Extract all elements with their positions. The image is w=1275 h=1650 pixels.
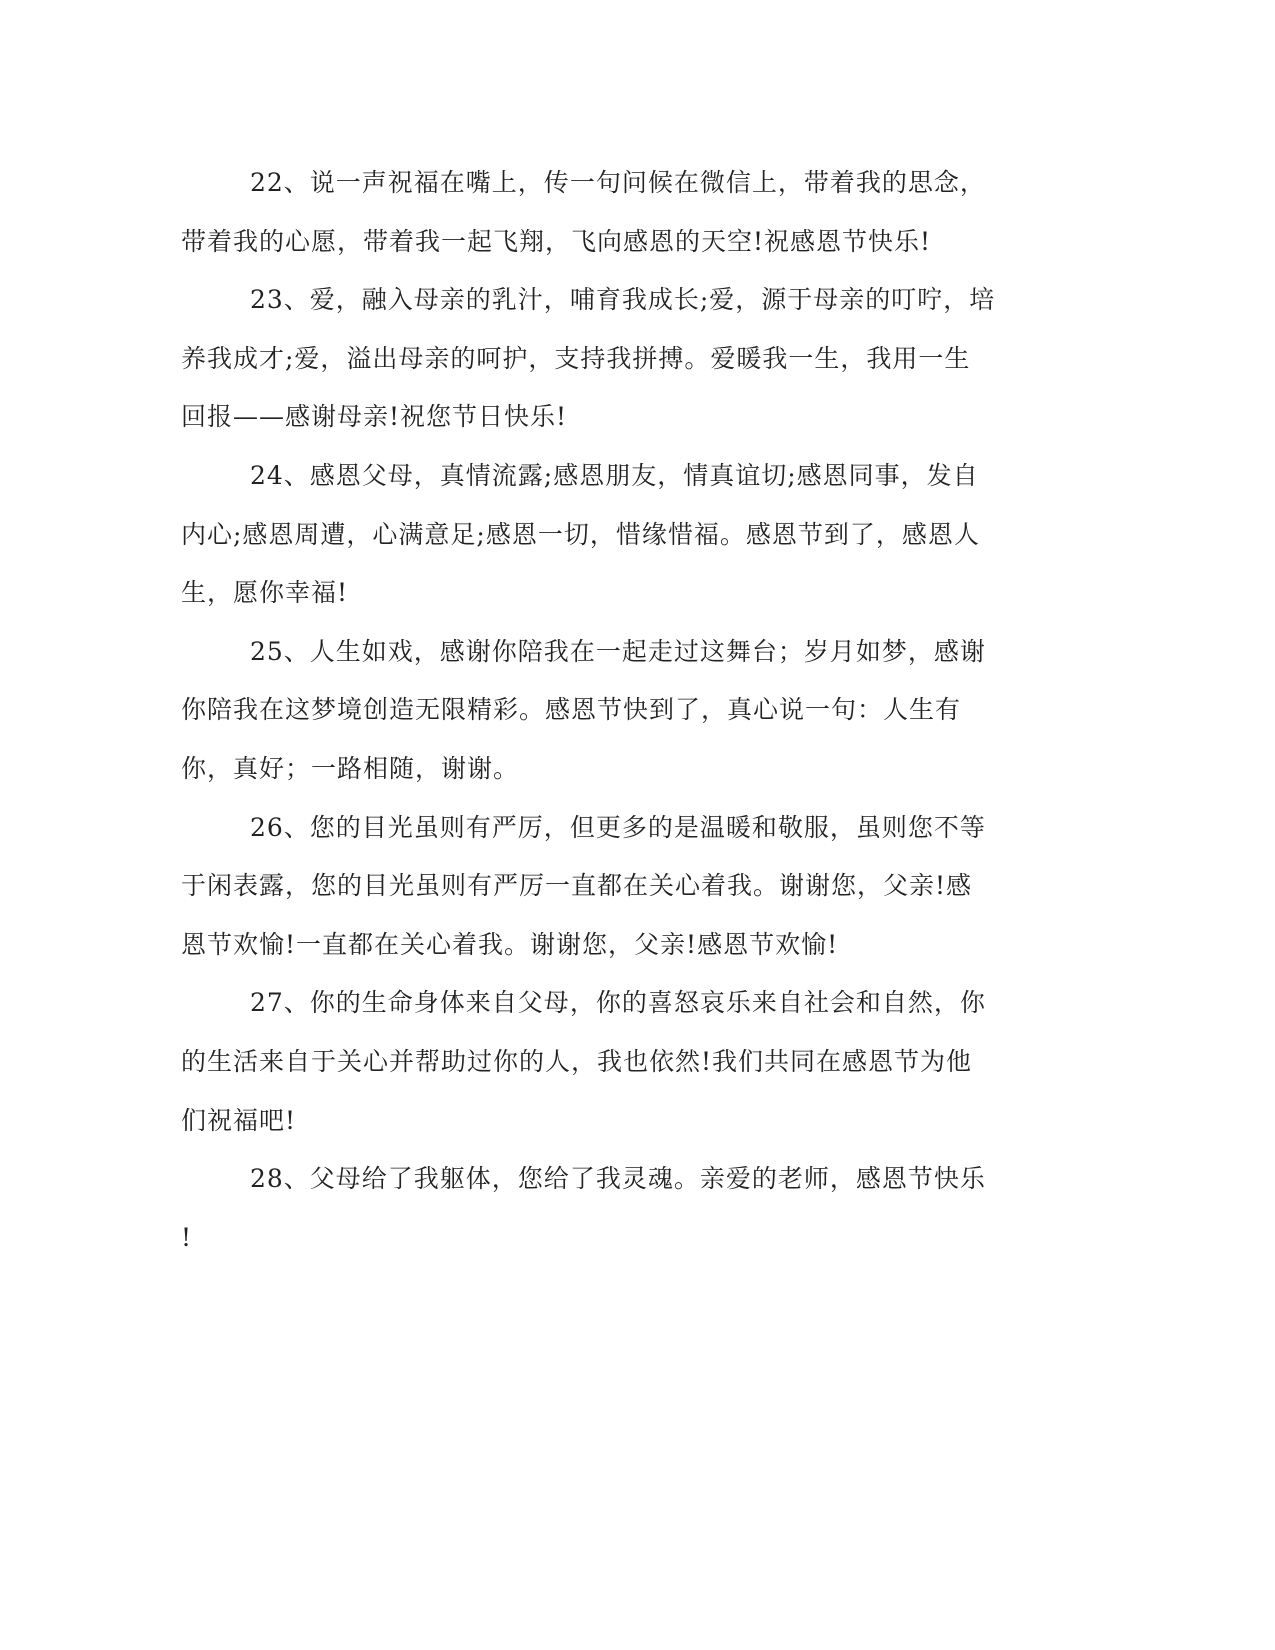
document-page	[181, 163, 1041, 1276]
paragraph	[181, 1159, 1041, 1276]
text-line: 23、爱，融入母亲的乳汁，哺育我成长;爱，源于母亲的叮咛，培	[250, 285, 996, 315]
text-line: !	[181, 1222, 193, 1252]
text-line: 26、您的目光虽则有严厉，但更多的是温暖和敬服，虽则您不等	[250, 812, 986, 842]
text-line: 回报——感谢母亲!祝您节日快乐!	[181, 402, 568, 432]
text-line: 们祝福吧!	[181, 1105, 297, 1135]
text-line: 内心;感恩周遭，心满意足;感恩一切，惜缘惜福。感恩节到了，感恩人	[181, 519, 980, 549]
paragraph	[181, 632, 1041, 808]
text-line: 你陪我在这梦境创造无限精彩。感恩节快到了，真心说一句：人生有	[181, 695, 962, 725]
text-line: 于闲表露，您的目光虽则有严厉一直都在关心着我。谢谢您，父亲!感	[181, 871, 973, 901]
text-line: 你，真好；一路相随，谢谢。	[181, 753, 520, 783]
text-line: 22、说一声祝福在嘴上，传一句问候在微信上，带着我的思念，	[250, 168, 986, 197]
paragraph	[181, 456, 1041, 632]
paragraph	[181, 163, 1041, 280]
text-line: 25、人生如戏，感谢你陪我在一起走过这舞台；岁月如梦，感谢	[250, 636, 986, 666]
text-line: 27、你的生命身体来自父母，你的喜怒哀乐来自社会和自然，你	[250, 988, 986, 1018]
text-line: 生，愿你幸福!	[181, 578, 349, 608]
paragraph	[181, 983, 1041, 1159]
text-line: 恩节欢愉!一直都在关心着我。谢谢您，父亲!感恩节欢愉!	[181, 929, 839, 959]
text-line: 28、父母给了我躯体，您给了我灵魂。亲爱的老师，感恩节快乐	[250, 1164, 986, 1194]
text-line: 带着我的心愿，带着我一起飞翔，飞向感恩的天空!祝感恩节快乐!	[181, 226, 932, 256]
paragraph	[181, 280, 1041, 456]
text-line: 24、感恩父母，真情流露;感恩朋友，情真谊切;感恩同事，发自	[250, 460, 979, 490]
text-line: 养我成才;爱，溢出母亲的呵护，支持我拼搏。爱暖我一生，我用一生	[181, 343, 971, 373]
paragraph	[181, 808, 1041, 984]
text-line: 的生活来自于关心并帮助过你的人，我也依然!我们共同在感恩节为他	[181, 1046, 973, 1076]
